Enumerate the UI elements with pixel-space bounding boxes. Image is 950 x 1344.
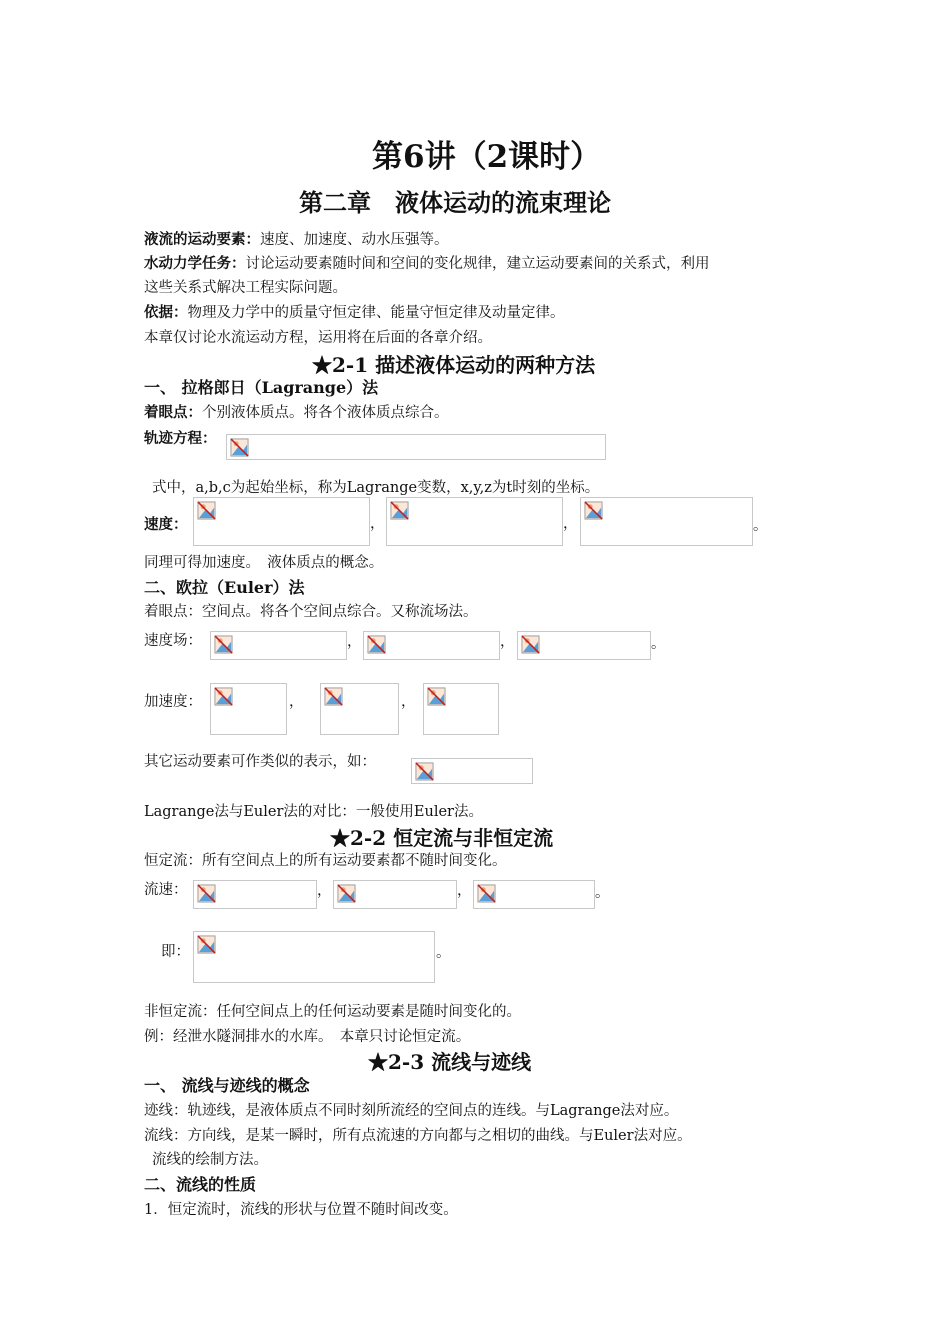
broken-image-icon bbox=[324, 687, 343, 706]
method-comparison: Lagrange法与Euler法的对比：一般使用Euler法。 bbox=[144, 804, 483, 820]
lagrange-heading: 一、 拉格郎日（Lagrange）法 bbox=[144, 378, 379, 397]
unsteady-flow-definition: 非恒定流：任何空间点上的任何运动要素是随时间变化的。 bbox=[144, 1004, 521, 1020]
broken-image-icon bbox=[197, 935, 216, 954]
comma: ， bbox=[563, 516, 578, 532]
basis-label: 依据： bbox=[144, 304, 188, 321]
velocity-field-label: 速度场： bbox=[144, 633, 202, 649]
velocity-uy-image bbox=[386, 497, 563, 546]
steady-uz-image bbox=[473, 880, 595, 909]
acceleration-ay-image bbox=[320, 683, 399, 735]
comma: ， bbox=[370, 516, 385, 532]
section-2-2-title: ★2-2 恒定流与非恒定流 bbox=[330, 826, 554, 850]
acceleration-ax-image bbox=[210, 683, 287, 735]
broken-image-icon bbox=[521, 635, 540, 654]
period: 。 bbox=[595, 885, 610, 901]
comma: ， bbox=[317, 883, 332, 899]
basis-text: 物理及力学中的质量守恒定律、能量守恒定律及动量定律。 bbox=[187, 305, 565, 321]
example-text: 例：经泄水隧洞排水的水库。 本章只讨论恒定流。 bbox=[144, 1029, 471, 1045]
section-2-3-title: ★2-3 流线与迹线 bbox=[368, 1050, 532, 1074]
broken-image-icon bbox=[415, 762, 434, 781]
comma: ， bbox=[289, 694, 304, 710]
broken-image-icon bbox=[230, 438, 249, 457]
steady-flow-definition: 恒定流：所有空间点上的所有运动要素都不随时间变化。 bbox=[144, 853, 507, 869]
acceleration-label: 加速度： bbox=[144, 694, 202, 710]
comma: ， bbox=[500, 634, 515, 650]
task-text-1: 讨论运动要素随时间和空间的变化规律，建立运动要素间的关系式，利用 bbox=[245, 256, 710, 272]
comma: ， bbox=[347, 634, 362, 650]
pathline-definition: 迹线：轨迹线，是液体质点不同时刻所流经的空间点的连线。与Lagrange法对应。 bbox=[144, 1103, 679, 1119]
trajectory-label: 轨迹方程： bbox=[144, 430, 217, 447]
chapter-title: 第二章 液体运动的流束理论 bbox=[299, 188, 611, 217]
elements-text: 速度、加速度、动水压强等。 bbox=[260, 232, 449, 248]
elements-line bbox=[144, 228, 449, 249]
acceleration-az-image bbox=[423, 683, 499, 735]
broken-image-icon bbox=[197, 884, 216, 903]
broken-image-icon bbox=[584, 501, 603, 520]
elements-label: 液流的运动要素： bbox=[144, 231, 260, 248]
pressure-field-image bbox=[411, 758, 533, 784]
streamline-definition: 流线：方向线，是某一瞬时，所有点流速的方向都与之相切的曲线。与Euler法对应。 bbox=[144, 1128, 692, 1144]
velocity-field-ux-image bbox=[210, 631, 347, 660]
where-text: 式中，a,b,c为起始坐标，称为Lagrange变数，x,y,z为t时刻的坐标。 bbox=[152, 480, 600, 496]
section-2-1-title: ★2-1 描述液体运动的两种方法 bbox=[312, 353, 596, 377]
broken-image-icon bbox=[214, 635, 233, 654]
concept-heading: 一、 流线与迹线的概念 bbox=[144, 1076, 310, 1095]
steady-ux-image bbox=[193, 880, 317, 909]
period: 。 bbox=[651, 636, 666, 652]
period: 。 bbox=[436, 945, 451, 961]
broken-image-icon bbox=[390, 501, 409, 520]
broken-image-icon bbox=[337, 884, 356, 903]
drawing-method: 流线的绘制方法。 bbox=[152, 1152, 268, 1168]
focus-label: 着眼点： bbox=[144, 404, 202, 421]
velocity-uz-image bbox=[580, 497, 753, 546]
velocity-ux-image bbox=[193, 497, 370, 546]
broken-image-icon bbox=[214, 687, 233, 706]
other-elements-text: 其它运动要素可作类似的表示，如： bbox=[144, 754, 376, 770]
acceleration-note: 同理可得加速度。 液体质点的概念。 bbox=[144, 555, 384, 571]
property-heading: 二、流线的性质 bbox=[144, 1175, 257, 1194]
broken-image-icon bbox=[197, 501, 216, 520]
velocity-field-uz-image bbox=[517, 631, 651, 660]
steady-condition-image bbox=[193, 931, 435, 983]
period: 。 bbox=[753, 518, 768, 534]
comma: ， bbox=[401, 694, 416, 710]
flow-velocity-label: 流速： bbox=[144, 882, 188, 898]
lagrange-focus-line bbox=[144, 401, 449, 422]
euler-focus: 着眼点：空间点。将各个空间点综合。又称流场法。 bbox=[144, 604, 478, 620]
task-label: 水动力学任务： bbox=[144, 255, 246, 272]
broken-image-icon bbox=[427, 687, 446, 706]
property-1: 1．恒定流时，流线的形状与位置不随时间改变。 bbox=[144, 1202, 458, 1218]
chapter-note: 本章仅讨论水流运动方程，运用将在后面的各章介绍。 bbox=[144, 330, 492, 346]
euler-heading: 二、欧拉（Euler）法 bbox=[144, 578, 305, 597]
velocity-label: 速度： bbox=[144, 516, 188, 533]
basis-line bbox=[144, 301, 565, 322]
velocity-field-uy-image bbox=[363, 631, 500, 660]
page-title: 第6讲（2课时） bbox=[372, 139, 602, 175]
task-line-1 bbox=[144, 252, 710, 273]
steady-uy-image bbox=[333, 880, 457, 909]
comma: ， bbox=[457, 883, 472, 899]
trajectory-equation-image bbox=[226, 434, 606, 460]
broken-image-icon bbox=[367, 635, 386, 654]
task-line-2: 这些关系式解决工程实际问题。 bbox=[144, 280, 347, 296]
focus-text: 个别液体质点。将各个液体质点综合。 bbox=[202, 405, 449, 421]
broken-image-icon bbox=[477, 884, 496, 903]
ie-label: 即： bbox=[161, 944, 190, 960]
